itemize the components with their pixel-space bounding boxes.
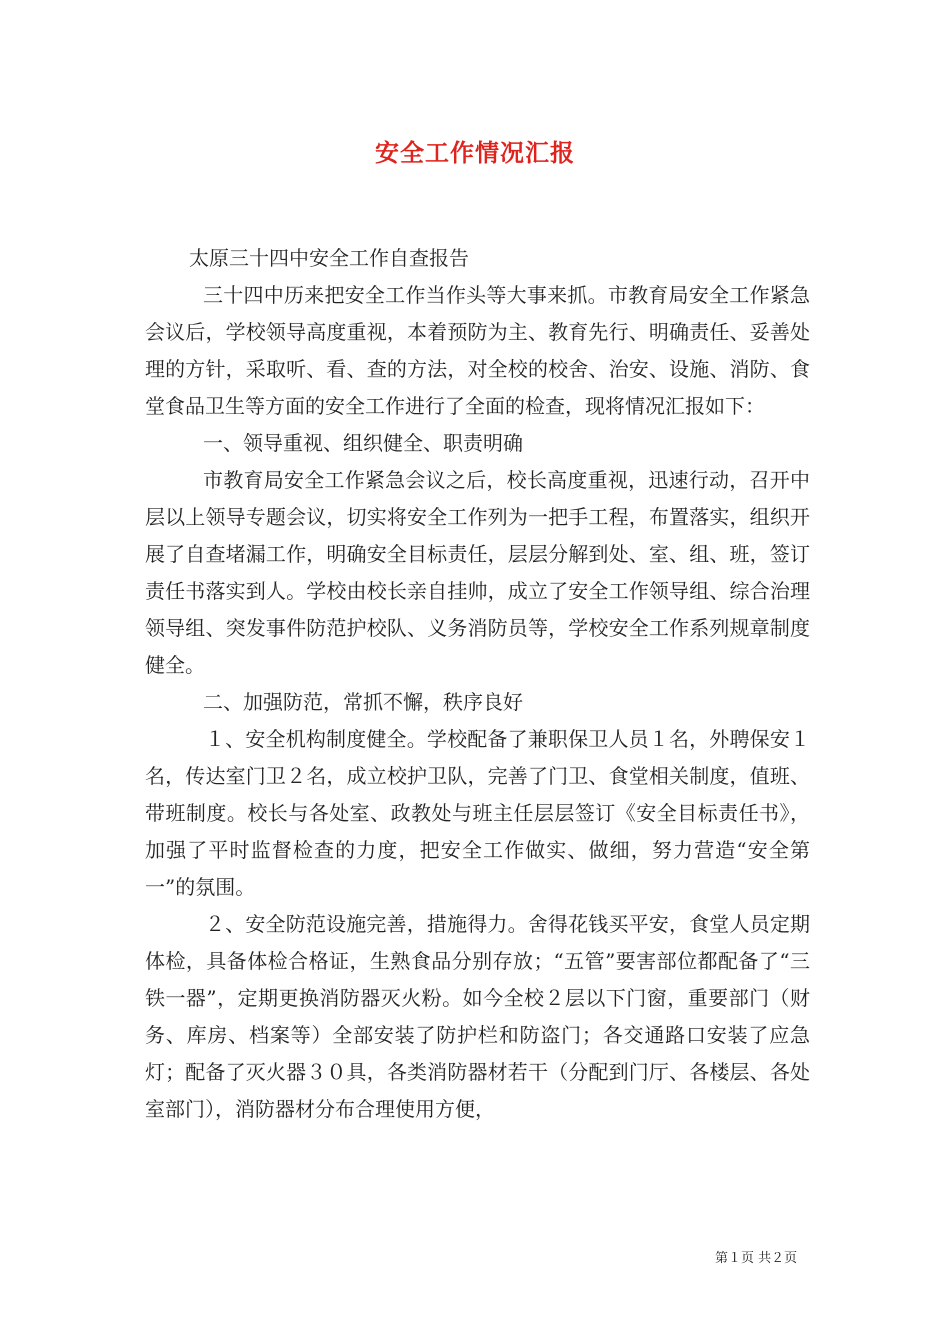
item-2-paragraph: ２、安全防范设施完善，措施得力。舍得花钱买平安，食堂人员定期体检，具备体检合格证，生熟食品分别存放；“五管”要害部位都配备了“三铁一器”，定期更换消防器灭火粉。如今全校２层以下门窗，重要部门（财务、库房、档案等）全部安装了防护栏和防盗门；各交通路口安装了应急灯；配备了灭火器３０具，各类消防器材若干（分配到门厅、各楼层、各处室部门），消防器材分布合理使用方便， [145,912,810,1121]
section-1-paragraph: 市教育局安全工作紧急会议之后，校长高度重视，迅速行动，召开中层以上领导专题会议，切实将安全工作列为一把手工程，布置落实，组织开展了自查堵漏工作，明确安全目标责任，层层分解到处、室、组、班，签订责任书落实到人。学校由校长亲自挂帅，成立了安全工作领导组、综合治理领导组、突发事件防范护校队、义务消防员等，学校安全工作系列规章制度健全。 [145,468,810,677]
report-subtitle: 太原三十四中安全工作自查报告 [189,246,469,270]
section-heading-2: 二、加强防范，常抓不懈，秩序良好 [203,690,523,714]
page-number: 第１页 共２页 [715,1251,798,1266]
item-1-paragraph: １、安全机构制度健全。学校配备了兼职保卫人员１名，外聘保安１名，传达室门卫２名，成立校护卫队，完善了门卫、食堂相关制度，值班、带班制度。校长与各处室、政教处与班主任层层签订《安全目标责任书》，加强了平时监督检查的力度，把安全工作做实、做细，努力营造“安全第一”的氛围。 [145,727,810,899]
document-title: 安全工作情况汇报 [375,138,575,167]
document-body [145,240,810,1128]
intro-paragraph: 三十四中历来把安全工作当作头等大事来抓。市教育局安全工作紧急会议后，学校领导高度重视，本着预防为主、教育先行、明确责任、妥善处理的方针，采取听、看、查的方法，对全校的校舍、治安、设施、消防、食堂食品卫生等方面的安全工作进行了全面的检查，现将情况汇报如下： [145,283,810,418]
section-heading-1: 一、领导重视、组织健全、职责明确 [203,431,523,455]
